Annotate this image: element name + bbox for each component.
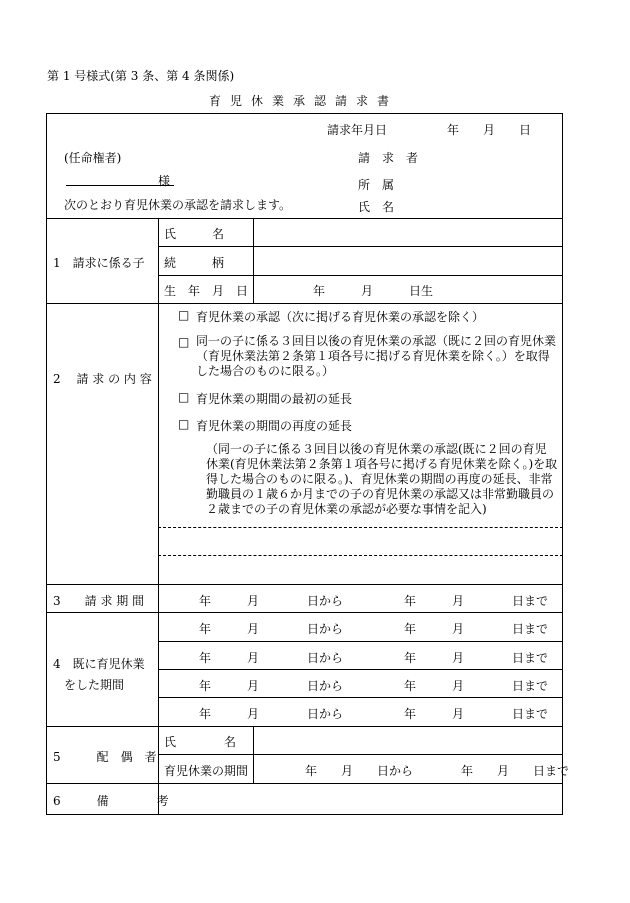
requester-label: 請 求 者 (358, 151, 419, 165)
page-title: 育児休業承認請求書 (209, 94, 399, 108)
name-label: 氏 名 (358, 200, 395, 214)
rule (46, 783, 563, 784)
checkbox-icon[interactable]: □ (178, 390, 190, 404)
request-item-3: 育児休業の期間の最初の延長 (196, 392, 353, 406)
period-to: 年 月 日まで (404, 594, 549, 608)
sama-label: 様 (158, 174, 171, 188)
rule (158, 246, 563, 247)
dashed-rule (158, 527, 563, 528)
past-period-to: 年 月 日まで (404, 651, 549, 665)
child-name-label: 氏 名 (164, 227, 225, 241)
past-period-to: 年 月 日まで (404, 707, 549, 721)
request-date: 請求年月日 年 月 日 (327, 123, 532, 137)
checkbox-icon[interactable]: □ (178, 335, 190, 349)
rule (46, 218, 563, 219)
rule (46, 584, 563, 585)
past-period-to: 年 月 日まで (404, 679, 549, 693)
section6-label: 6 備 考 (53, 794, 169, 808)
child-relation-label: 続 柄 (164, 256, 225, 270)
rule (158, 669, 563, 670)
section2-label: 2 請 求 の 内 容 (53, 372, 152, 386)
section4-label-line2: をした期間 (64, 678, 125, 692)
child-birth-label: 生 年 月 日 (164, 284, 249, 298)
rule (158, 754, 563, 755)
past-period-from: 年 月 日から (199, 707, 344, 721)
period-from: 年 月 日から (199, 594, 344, 608)
rule (158, 641, 563, 642)
form-label: 第 1 号様式(第 3 条、第 4 条関係) (47, 69, 235, 83)
section1-label: 1 請求に係る子 (53, 256, 145, 270)
section3-label: 3 請 求 期 間 (53, 594, 145, 608)
checkbox-icon[interactable]: □ (178, 308, 190, 322)
rule (46, 303, 563, 304)
past-period-from: 年 月 日から (199, 651, 344, 665)
spouse-name-label: 氏 名 (164, 735, 237, 749)
spouse-period-value: 年 月 日から 年 月 日まで (305, 764, 570, 778)
checkbox-icon[interactable]: □ (178, 417, 190, 431)
request-note: （同一の子に係る３回目以後の育児休業の承認(既に２回の育児休業(育児休業法第２条第１項各号に掲げる育児休業を除く。)を取得した場合のものに限る。)、育児休業の期間の再度の延長、非常勤職員の１歳６か月までの子の育児休業の承認又は非常勤職員の２歳までの子の育児休業の承認が必要な事情を記入) (206, 442, 558, 516)
past-period-to: 年 月 日まで (404, 622, 549, 636)
request-statement: 次のとおり育児休業の承認を請求します。 (64, 198, 292, 212)
rule (253, 218, 254, 303)
past-period-from: 年 月 日から (199, 622, 344, 636)
child-birth-value: 年 月 日生 (313, 284, 434, 298)
past-period-from: 年 月 日から (199, 679, 344, 693)
spouse-period-label: 育児休業の期間 (164, 764, 249, 778)
rule (253, 726, 254, 783)
affiliation-label: 所 属 (358, 178, 395, 192)
dashed-rule (158, 555, 563, 556)
request-item-4: 育児休業の期間の再度の延長 (196, 419, 353, 433)
request-item-1: 育児休業の承認（次に掲げる育児休業の承認を除く） (196, 310, 485, 324)
section4-label-line1: 4 既に育児休業 (53, 657, 145, 671)
request-item-2: 同一の子に係る３回目以後の育児休業の承認（既に２回の育児休業（育児休業法第２条第１項各号に掲げる育児休業を除く。）を取得した場合のものに限る。） (196, 334, 557, 378)
rule (158, 275, 563, 276)
rule (158, 697, 563, 698)
rule (46, 612, 563, 613)
rule (46, 726, 563, 727)
section5-label: 5 配 偶 者 (53, 750, 157, 764)
rule (158, 218, 159, 815)
appointer-label: (任命権者) (64, 151, 122, 165)
